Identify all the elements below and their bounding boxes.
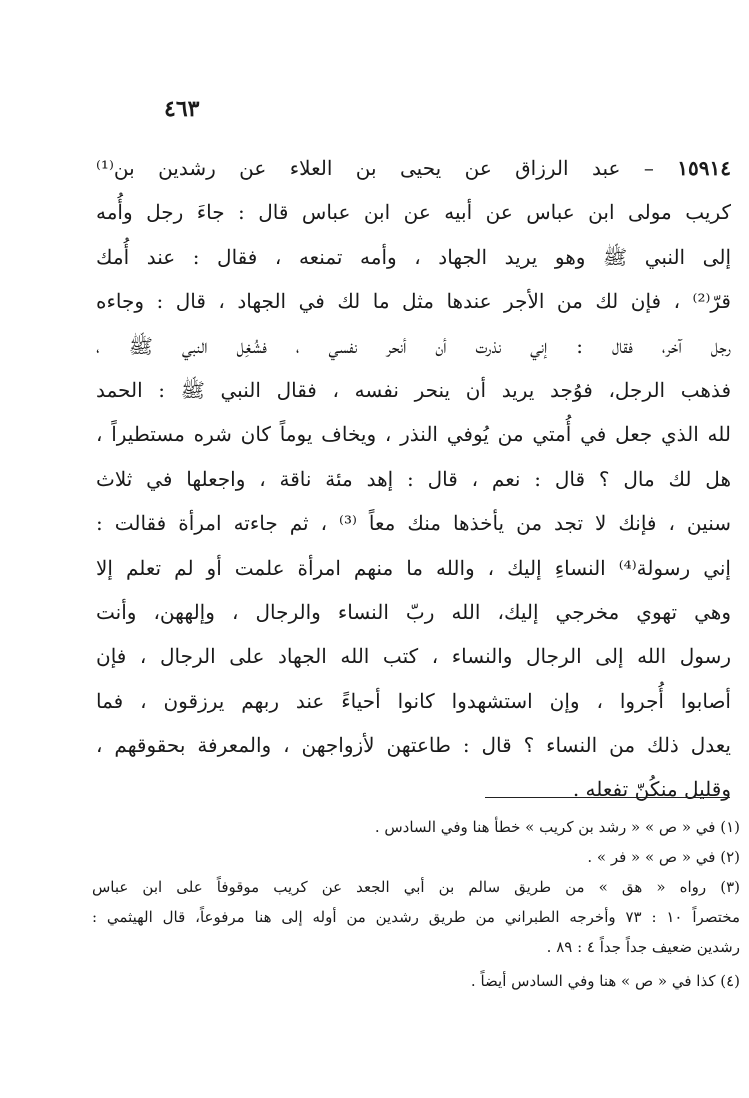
hadith-body [96, 146, 731, 812]
hadith-number: ١٥٩١٤ [677, 156, 731, 180]
footnote-2: (٢) في « ص » « فر » . [587, 848, 740, 866]
body-line-14: يعدل ذلك من النساء ؟ قال : طاعتهن لأزواجهن ، والمعرفة بحقوقهم ، [96, 733, 731, 758]
footnote-4: (٤) كذا في « ص » هنا وفي السادس أيضاً . [470, 972, 740, 990]
footnote-3-line-3: رشدين ضعيف جداً جداً ٤ : ٨٩ . [546, 938, 740, 956]
body-line-2: كريب مولى ابن عباس عن أبيه عن ابن عباس قال : جاءَ رجل وأُمه [96, 200, 731, 225]
footnotes-top [180, 812, 740, 872]
body-line-13: أصابوا أُجروا ، وإن استشهدوا كانوا أحياءً عند ربهم يرزقون ، فما [96, 688, 731, 713]
footnote-3-line-2: مختصراً ١٠ : ٧٣ وأخرجه الطبراني من طريق رشدين من أوله إلى هنا مرفوعاً، قال الهيثمي : [92, 908, 741, 926]
body-line-1-text: – عبد الرزاق عن يحيى بن العلاء عن رشدين بن⁽¹⁾ [96, 156, 654, 180]
body-line-12: رسول الله إلى الرجال والنساء ، كتب الله الجهاد على الرجال ، فإن [96, 644, 731, 669]
body-line-6: فذهب الرجل، فوُجد يريد أن ينحر نفسه ، فقال النبي ﷺ : الحمد [96, 377, 731, 402]
footnote-divider [485, 797, 730, 798]
body-line-3: إلى النبي ﷺ وهو يريد الجهاد ، وأمه تمنعه ، فقال : عند أُمك [96, 244, 731, 269]
footnote-3 [92, 872, 740, 962]
footnote-1: (١) في « ص » « رشد بن كريب » خطأ هنا وفي السادس . [374, 818, 740, 836]
body-line-4: قرّ⁽²⁾ ، فإن لك من الأجر عندها مثل ما لك في الجهاد ، قال : وجاءه [96, 289, 731, 314]
body-line-15: وقليل منكُنّ تفعله . [572, 777, 731, 802]
body-line-7: لله الذي جعل في أُمتي من يُوفي النذر ، ويخاف يوماً كان شره مستطيراً ، [96, 422, 731, 447]
footnote-3-line-1: (٣) رواه « هق » من طريق سالم بن أبي الجعد عن كريب موقوفاً على ابن عباس [92, 878, 740, 896]
body-line-9: سنين ، فإنك لا تجد من يأخذها منك معاً ⁽³⁾ ، ثم جاءته امرأة فقالت : [96, 511, 731, 536]
body-line-10: إني رسولة⁽⁴⁾ النساءِ إليك ، والله ما منهم امرأة علمت أو لم تعلم إلا [96, 555, 731, 580]
body-line-11: وهي تهوي مخرجي إليك، الله ربّ النساء والرجال ، وإلههن، وأنت [96, 599, 731, 624]
body-line-8: هل لك مال ؟ قال : نعم ، قال : إهد مئة ناقة ، واجعلها في ثلاث [96, 466, 731, 491]
body-line-5: رجل آخر، فقال : إني نذرت أن أنحر نفسي ، فشُغِل النبي ﷺ ، [96, 333, 731, 358]
page-number: ٤٦٣ [164, 96, 200, 122]
body-line-1 [96, 146, 731, 190]
